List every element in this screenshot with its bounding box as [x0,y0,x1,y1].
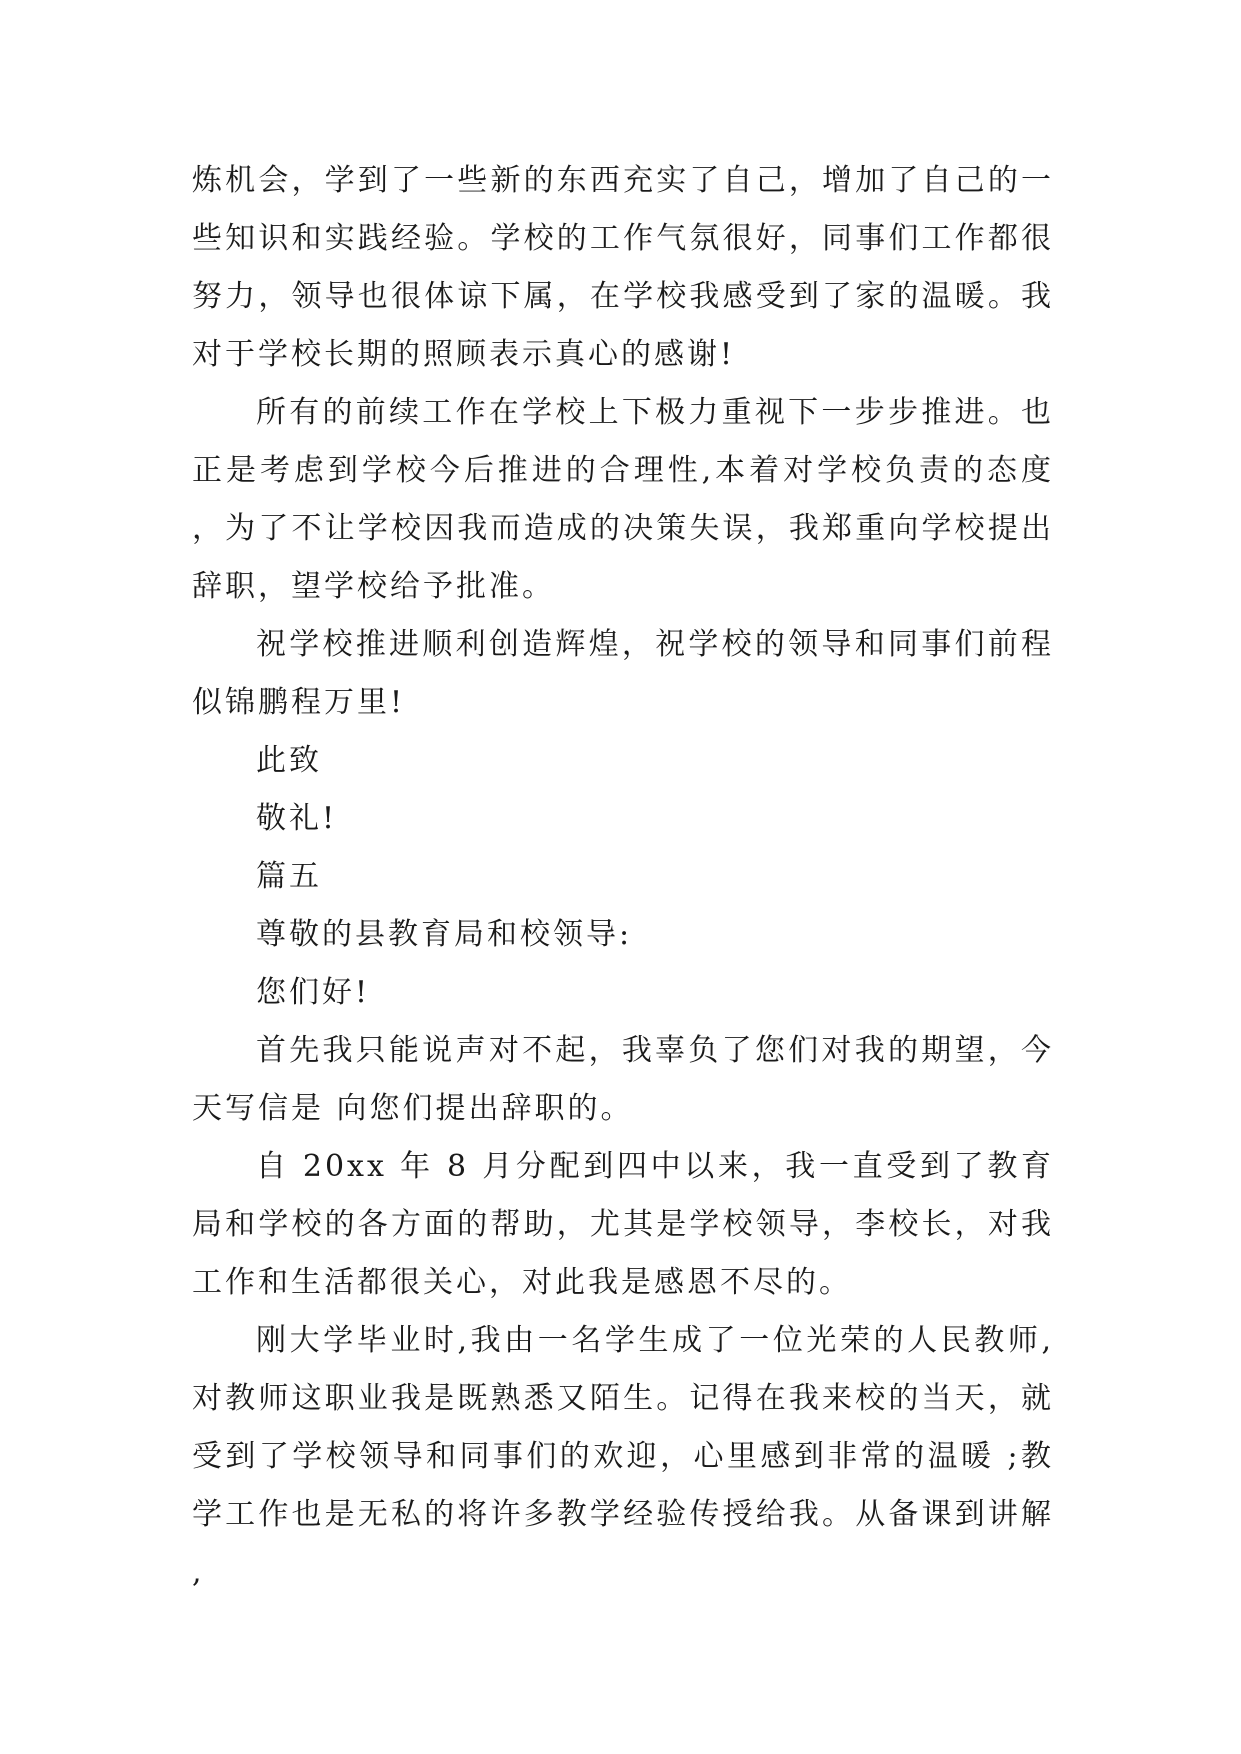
paragraph-2: 所有的前续工作在学校上下极力重视下一步步推进。也正是考虑到学校今后推进的合理性,本着对学校负责的态度，为了不让学校因我而造成的决策失误，我郑重向学校提出辞职，望学校给予批准。 [192,395,1054,604]
paragraph-3: 祝学校推进顺利创造辉煌，祝学校的领导和同事们前程似锦鹏程万里! [192,627,1054,720]
paragraph-4: 首先我只能说声对不起，我辜负了您们对我的期望，今天写信是 向您们提出辞职的。 [192,1033,1054,1126]
closing-regards: 敬礼! [256,801,338,836]
document-body [192,152,1054,1602]
letter-greeting: 您们好! [256,975,371,1010]
paragraph-6: 刚大学毕业时,我由一名学生成了一位光荣的人民教师,对教师这职业我是既熟悉又陌生。记得在我来校的当天，就受到了学校领导和同事们的欢迎，心里感到非常的温暖 ;教学工作也是无私的将许多教学经验传授给我。从备课到讲解, [192,1323,1054,1590]
paragraph-5: 自 20xx 年 8 月分配到四中以来，我一直受到了教育局和学校的各方面的帮助，尤其是学校领导，李校长，对我工作和生活都很关心，对此我是感恩不尽的。 [192,1149,1054,1300]
letter-addressee: 尊敬的县教育局和校领导: [256,917,633,952]
paragraph-1: 炼机会，学到了一些新的东西充实了自己，增加了自己的一些知识和实践经验。学校的工作气氛很好，同事们工作都很努力，领导也很体谅下属，在学校我感受到了家的温暖。我对于学校长期的照顾表示真心的感谢! [192,163,1054,372]
section-heading: 篇五 [256,859,322,894]
closing-salutation: 此致 [256,743,322,778]
